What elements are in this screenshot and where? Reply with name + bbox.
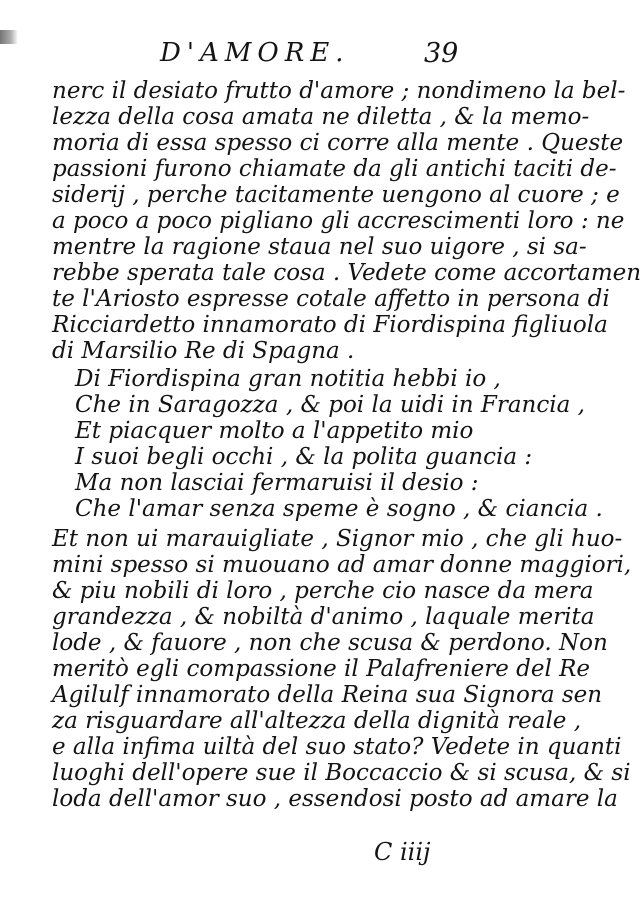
verse-line: Ma non lasciai fermaruisi il desio : [75,470,479,496]
text-line: passioni furono chiamate da gli antichi taciti de- [52,156,617,182]
text-line: za risguardare all'altezza della dignità reale , [52,708,582,734]
text-line: siderij , perche tacitamente uengono al cuore ; e [52,182,620,208]
verse-line: Che in Saragozza , & poi la uidi in Francia , [75,392,585,418]
page-edge-shadow [0,30,18,44]
text-line: lezza della cosa amata ne diletta , & la memo- [52,104,590,130]
text-line: moria di essa spesso ci corre alla mente . Queste [52,130,624,156]
text-line: meritò egli compassione il Palafreniere del Re [52,656,591,682]
text-line: e alla infima uiltà del suo stato? Vedete in quanti [52,734,622,760]
text-line: luoghi dell'opere sue il Boccaccio & si scusa, & si [52,760,631,786]
text-line: nerc il desiato frutto d'amore ; nondimeno la bel- [52,78,626,104]
text-line: grandezza , & nobiltà d'animo , laquale merita [52,604,595,630]
verse-line: Et piacquer molto a l'appetito mio [75,418,474,444]
text-line: Agilulf innamorato della Reina sua Signora sen [52,682,603,708]
running-title: D'AMORE. [160,38,350,68]
text-line: mentre la ragione staua nel suo uigore , si sa- [52,234,587,260]
text-line: Et non ui marauigliate , Signor mio , che gli huo- [52,526,623,552]
text-line: te l'Ariosto espresse cotale affetto in persona di [52,286,610,312]
text-line: rebbe sperata tale cosa . Vedete come accortamen [52,260,641,286]
text-line: lode , & fauore , non che scusa & perdono. Non [52,630,608,656]
text-line: a poco a poco pigliano gli accrescimenti loro : ne [52,208,625,234]
text-line: loda dell'amor suo , essendosi posto ad amare la [52,786,618,812]
text-line: di Marsilio Re di Spagna . [52,338,355,364]
text-line: Ricciardetto innamorato di Fiordispina figliuola [52,312,608,338]
verse-line: Che l'amar senza speme è sogno , & ciancia . [75,496,603,522]
text-line: & piu nobili di loro , perche cio nasce da mera [52,578,594,604]
verse-line: Di Fiordispina gran notitia hebbi io , [75,366,501,392]
verse-line: I suoi begli occhi , & la polita guancia : [75,444,533,470]
signature-mark: C iiij [374,838,431,866]
page-number: 39 [424,38,459,69]
text-line: mini spesso si muouano ad amar donne maggiori, [52,552,632,578]
